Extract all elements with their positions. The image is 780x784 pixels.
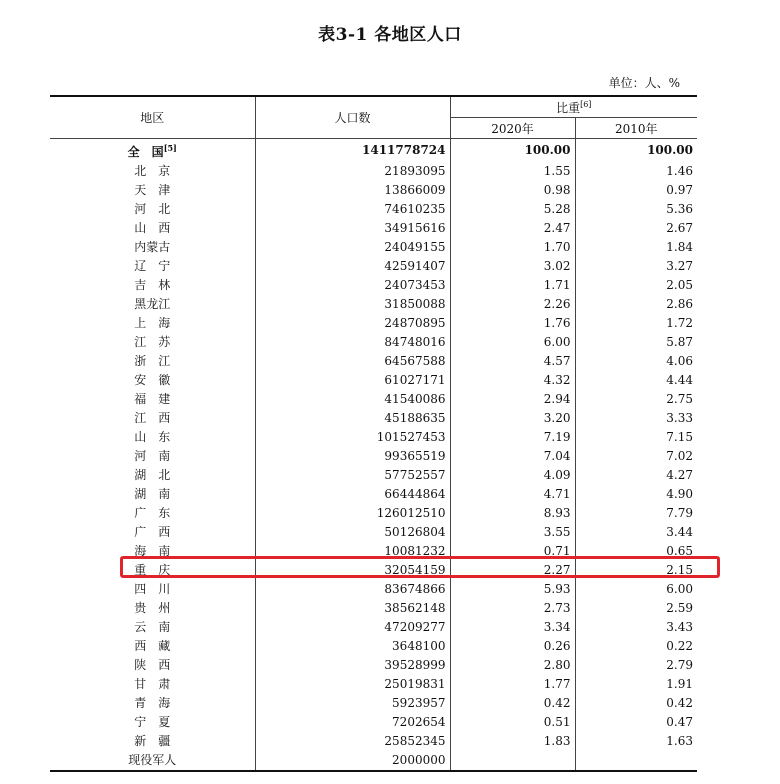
table-row xyxy=(50,637,697,656)
ratio-2020-cell: 1.71 xyxy=(450,276,575,295)
table-row xyxy=(50,675,697,694)
population-cell: 32054159 xyxy=(255,561,450,580)
table-row xyxy=(50,295,697,314)
ratio-2020-cell: 6.00 xyxy=(450,333,575,352)
header-ratio xyxy=(450,96,697,118)
population-cell: 25852345 xyxy=(255,732,450,751)
population-cell: 21893095 xyxy=(255,162,450,181)
population-cell: 66444864 xyxy=(255,485,450,504)
ratio-2020-cell: 3.34 xyxy=(450,618,575,637)
ratio-2020-cell: 4.71 xyxy=(450,485,575,504)
ratio-2010-cell: 0.22 xyxy=(666,639,694,653)
ratio-2020-cell xyxy=(450,751,575,771)
region-cell: 甘 肃 xyxy=(50,675,255,694)
table-row-total xyxy=(50,139,697,163)
region-cell: 四 川 xyxy=(50,580,255,599)
region-cell: 内蒙古 xyxy=(50,238,255,257)
ratio-2010-cell: 2.75 xyxy=(666,392,694,406)
population-cell: 5923957 xyxy=(255,694,450,713)
ratio-2010-cell: 5.87 xyxy=(666,335,694,349)
region-cell: 贵 州 xyxy=(50,599,255,618)
ratio-2010-cell: 7.79 xyxy=(666,506,694,520)
table-row xyxy=(50,276,697,295)
ratio-2010-cell: 0.65 xyxy=(666,544,694,558)
population-cell: 3648100 xyxy=(255,637,450,656)
ratio-2010-cell: 6.00 xyxy=(666,582,694,596)
population-cell: 45188635 xyxy=(255,409,450,428)
population-cell: 84748016 xyxy=(255,333,450,352)
region-name: 全 国 xyxy=(127,145,164,159)
ratio-2020-cell: 4.57 xyxy=(450,352,575,371)
population-cell: 42591407 xyxy=(255,257,450,276)
region-cell: 福 建 xyxy=(50,390,255,409)
population-cell: 34915616 xyxy=(255,219,450,238)
ratio-2020-cell: 2.73 xyxy=(450,599,575,618)
population-cell: 61027171 xyxy=(255,371,450,390)
table-row xyxy=(50,485,697,504)
region-cell: 河 南 xyxy=(50,447,255,466)
ratio-2010-cell: 100.00 xyxy=(647,143,694,157)
population-cell: 13866009 xyxy=(255,181,450,200)
population-cell: 99365519 xyxy=(255,447,450,466)
ratio-2010-cell: 2.05 xyxy=(666,278,694,292)
region-cell: 吉 林 xyxy=(50,276,255,295)
ratio-2020-cell: 5.28 xyxy=(450,200,575,219)
table-row xyxy=(50,181,697,200)
header-2020: 2020年 xyxy=(450,118,575,139)
region-cell: 河 北 xyxy=(50,200,255,219)
population-cell: 50126804 xyxy=(255,523,450,542)
table-row xyxy=(50,694,697,713)
header-2010: 2010年 xyxy=(575,118,697,139)
population-cell: 2000000 xyxy=(255,751,450,771)
table-row xyxy=(50,523,697,542)
header-population: 人口数 xyxy=(255,96,450,139)
population-cell: 39528999 xyxy=(255,656,450,675)
population-cell: 24049155 xyxy=(255,238,450,257)
population-cell: 41540086 xyxy=(255,390,450,409)
table-row xyxy=(50,333,697,352)
ratio-2020-cell: 1.70 xyxy=(450,238,575,257)
population-cell: 74610235 xyxy=(255,200,450,219)
ratio-2010-cell: 5.36 xyxy=(666,202,694,216)
ratio-2020-cell: 7.04 xyxy=(450,447,575,466)
table-row xyxy=(50,618,697,637)
ratio-2010-cell: 1.46 xyxy=(666,164,694,178)
table-row xyxy=(50,162,697,181)
region-cell xyxy=(50,139,255,163)
region-cell: 安 徽 xyxy=(50,371,255,390)
ratio-2010-cell: 3.33 xyxy=(666,411,694,425)
ratio-2010-cell: 2.67 xyxy=(666,221,694,235)
population-cell: 10081232 xyxy=(255,542,450,561)
ratio-2020-cell: 3.20 xyxy=(450,409,575,428)
ratio-2010-cell: 2.59 xyxy=(666,601,694,615)
table-body xyxy=(50,139,697,772)
ratio-2010-cell: 7.02 xyxy=(666,449,694,463)
ratio-2010-cell: 1.63 xyxy=(666,734,694,748)
ratio-2010-cell: 4.44 xyxy=(666,373,694,387)
region-cell: 天 津 xyxy=(50,181,255,200)
population-cell: 25019831 xyxy=(255,675,450,694)
table-row xyxy=(50,314,697,333)
region-cell: 重 庆 xyxy=(50,561,255,580)
ratio-2020-cell: 0.42 xyxy=(450,694,575,713)
ratio-2010-cell: 1.72 xyxy=(666,316,694,330)
region-cell: 湖 北 xyxy=(50,466,255,485)
ratio-2010-cell: 4.27 xyxy=(666,468,694,482)
ratio-2020-cell: 5.93 xyxy=(450,580,575,599)
ratio-2010-cell: 2.79 xyxy=(666,658,694,672)
region-cell: 上 海 xyxy=(50,314,255,333)
region-cell: 黑龙江 xyxy=(50,295,255,314)
ratio-2020-cell: 0.98 xyxy=(450,181,575,200)
ratio-2010-cell: 7.15 xyxy=(666,430,694,444)
population-table xyxy=(50,95,697,772)
population-cell: 47209277 xyxy=(255,618,450,637)
ratio-2020-cell: 0.26 xyxy=(450,637,575,656)
unit-label: 单位：人、% xyxy=(608,76,680,90)
ratio-2020-cell: 100.00 xyxy=(450,139,575,163)
ratio-2010-cell: 4.06 xyxy=(666,354,694,368)
table-row xyxy=(50,257,697,276)
table-row xyxy=(50,656,697,675)
table-row xyxy=(50,599,697,618)
population-cell: 38562148 xyxy=(255,599,450,618)
table-row xyxy=(50,580,697,599)
ratio-2020-cell: 2.26 xyxy=(450,295,575,314)
table-row xyxy=(50,466,697,485)
table-row xyxy=(50,713,697,732)
ratio-2020-cell: 0.71 xyxy=(450,542,575,561)
ratio-2010-cell xyxy=(575,751,697,771)
ratio-2010-cell: 4.90 xyxy=(666,487,694,501)
region-cell: 浙 江 xyxy=(50,352,255,371)
ratio-2020-cell: 1.76 xyxy=(450,314,575,333)
region-cell: 北 京 xyxy=(50,162,255,181)
region-cell: 辽 宁 xyxy=(50,257,255,276)
region-cell: 山 东 xyxy=(50,428,255,447)
ratio-2020-cell: 3.02 xyxy=(450,257,575,276)
population-cell: 83674866 xyxy=(255,580,450,599)
region-cell: 宁 夏 xyxy=(50,713,255,732)
ratio-2010-cell: 1.91 xyxy=(666,677,694,691)
region-cell: 云 南 xyxy=(50,618,255,637)
region-cell: 江 苏 xyxy=(50,333,255,352)
ratio-2010-cell: 3.44 xyxy=(666,525,694,539)
ratio-2020-cell: 2.80 xyxy=(450,656,575,675)
population-cell: 24870895 xyxy=(255,314,450,333)
region-cell: 广 东 xyxy=(50,504,255,523)
ratio-2010-cell: 0.42 xyxy=(666,696,694,710)
ratio-2010-cell: 0.97 xyxy=(666,183,694,197)
population-cell: 101527453 xyxy=(255,428,450,447)
region-cell: 湖 南 xyxy=(50,485,255,504)
region-cell: 现役军人 xyxy=(50,751,255,771)
ratio-2010-cell: 0.47 xyxy=(666,715,694,729)
ratio-2010-cell: 1.84 xyxy=(666,240,694,254)
population-cell: 64567588 xyxy=(255,352,450,371)
ratio-2020-cell: 2.47 xyxy=(450,219,575,238)
population-cell: 31850088 xyxy=(255,295,450,314)
ratio-2010-cell: 2.86 xyxy=(666,297,694,311)
population-cell: 1411778724 xyxy=(255,139,450,163)
ratio-2020-cell: 1.55 xyxy=(450,162,575,181)
highlight-box xyxy=(120,556,720,578)
population-cell: 7202654 xyxy=(255,713,450,732)
ratio-2010-cell: 3.27 xyxy=(666,259,694,273)
header-ratio-note: [6] xyxy=(580,99,592,109)
ratio-2020-cell: 2.94 xyxy=(450,390,575,409)
table-row xyxy=(50,751,697,771)
ratio-2020-cell: 0.51 xyxy=(450,713,575,732)
table-row xyxy=(50,732,697,751)
region-cell: 新 疆 xyxy=(50,732,255,751)
region-cell: 山 西 xyxy=(50,219,255,238)
region-cell: 陕 西 xyxy=(50,656,255,675)
ratio-2020-cell: 1.77 xyxy=(450,675,575,694)
ratio-2020-cell: 7.19 xyxy=(450,428,575,447)
table-row xyxy=(50,219,697,238)
population-cell: 126012510 xyxy=(255,504,450,523)
header-region: 地区 xyxy=(50,96,255,139)
ratio-2020-cell: 8.93 xyxy=(450,504,575,523)
total-note: [5] xyxy=(163,143,177,153)
table-row xyxy=(50,390,697,409)
ratio-2020-cell: 4.09 xyxy=(450,466,575,485)
ratio-2010-cell: 3.43 xyxy=(666,620,694,634)
region-cell: 海 南 xyxy=(50,542,255,561)
table-row xyxy=(50,409,697,428)
table-row xyxy=(50,504,697,523)
ratio-2020-cell: 1.83 xyxy=(450,732,575,751)
ratio-2020-cell: 2.27 xyxy=(450,561,575,580)
table-row xyxy=(50,200,697,219)
population-cell: 24073453 xyxy=(255,276,450,295)
table-row xyxy=(50,428,697,447)
ratio-2020-cell: 4.32 xyxy=(450,371,575,390)
table-row xyxy=(50,447,697,466)
ratio-2010-cell: 2.15 xyxy=(666,563,694,577)
population-cell: 57752557 xyxy=(255,466,450,485)
table-row xyxy=(50,352,697,371)
region-cell: 青 海 xyxy=(50,694,255,713)
table-row xyxy=(50,371,697,390)
ratio-2020-cell: 3.55 xyxy=(450,523,575,542)
region-cell: 广 西 xyxy=(50,523,255,542)
table-title: 表3-1 各地区人口 xyxy=(318,25,462,45)
region-cell: 江 西 xyxy=(50,409,255,428)
region-cell: 西 藏 xyxy=(50,637,255,656)
table-row xyxy=(50,238,697,257)
header-ratio-label: 比重 xyxy=(556,100,581,115)
